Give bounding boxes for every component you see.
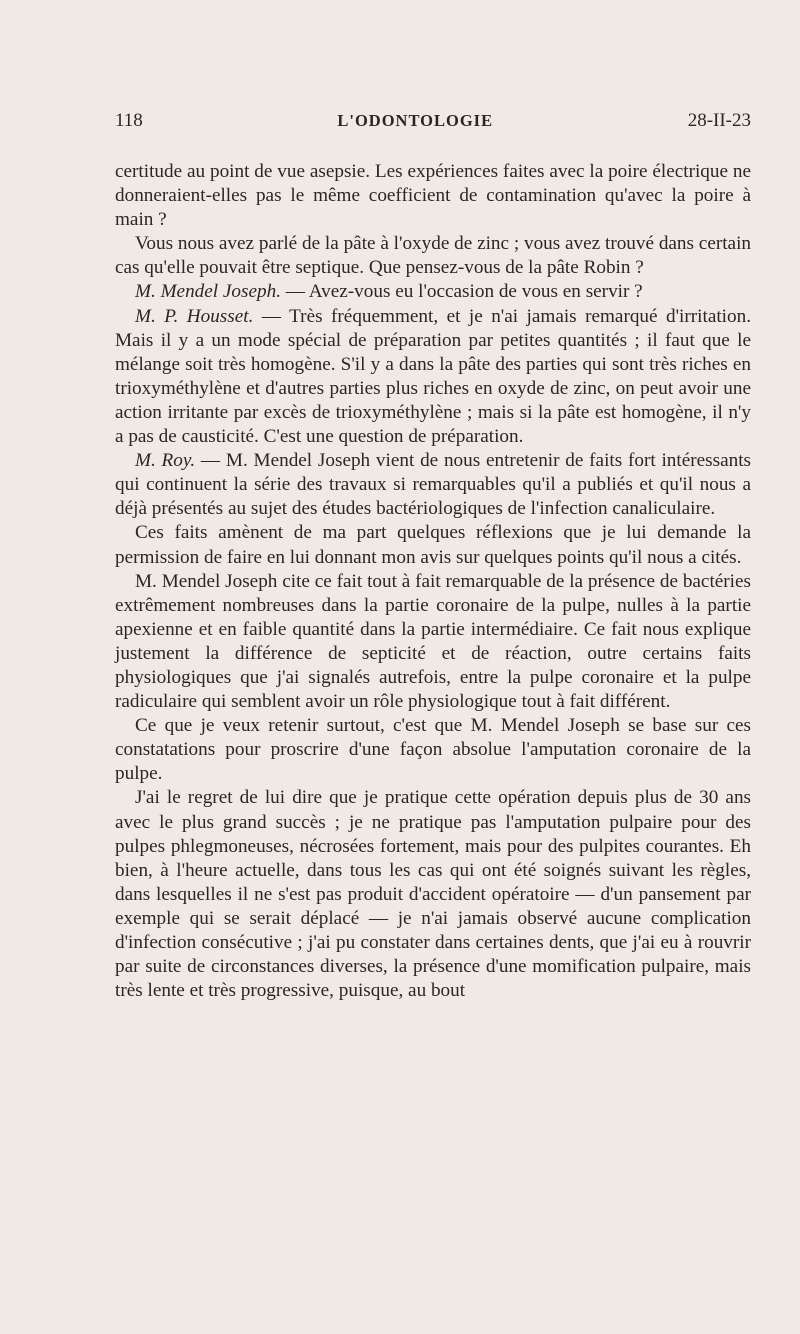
paragraph-text: J'ai le regret de lui dire que je pratique cette opération depuis plus de 30 ans avec le plus grand succès ; je ne pratique pas l'amputation pulpaire pour des pulpes phlegmoneuses, nécrosées fortement, mais pour des pulpites courantes. Eh bien, à l'heure actuelle, dans tous les cas qui ont été soignés suivant les règles, dans lesquelles il ne s'est pas produit d'accident opératoire — d'un pansement par exemple qui se serait déplacé — je n'ai jamais observé aucune complication d'infection consécutive ; j'ai pu constater dans certaines dents, que j'ai eu à rouvrir par suite de circonstances diverses, la présence d'une momification pulpaire, mais très lente et très progressive, puisque, au bout	[115, 787, 751, 1002]
paragraph-text: — Très fréquemment, et je n'ai jamais remarqué d'irritation. Mais il y a un mode spécial de préparation par petites quantités ; il faut que le mélange soit très homogène. S'il y a dans la pâte des parties qui sont très riches en trioxyméthylène et d'autres parties plus riches en oxyde de zinc, on peut avoir une action irritante par excès de trioxyméthylène ; mais si la pâte est homogène, il n'y a pas de causticité. C'est une question de préparation.	[115, 305, 751, 448]
paragraph	[115, 305, 751, 450]
page-number: 118	[115, 110, 143, 131]
paragraph-text: Vous nous avez parlé de la pâte à l'oxyde de zinc ; vous avez trouvé dans certain cas qu'elle pouvait être septique. Que pensez-vous de la pâte Robin ?	[115, 233, 751, 279]
journal-title: L'ODONTOLOGIE	[337, 111, 494, 130]
paragraph	[115, 280, 751, 304]
issue-date: 28-II-23	[687, 110, 751, 131]
paragraph	[115, 449, 751, 521]
paragraph	[115, 160, 751, 232]
paragraph-text: — Avez-vous eu l'occasion de vous en servir ?	[281, 281, 643, 303]
document-page	[115, 110, 751, 1003]
paragraph-text: M. Mendel Joseph cite ce fait tout à fait remarquable de la présence de bactéries extrêmement nombreuses dans la partie coronaire de la pulpe, nulles à la partie apexienne et en faible quantité dans la partie intermédiaire. Ce fait nous explique justement la différence de septicité et de réaction, outre certains faits physiologiques que j'ai signalés autrefois, entre la pulpe coronaire et la pulpe radiculaire qui semblent avoir un rôle physiologique tout à fait différent.	[115, 570, 751, 713]
page-header	[115, 110, 751, 138]
paragraph-text: certitude au point de vue asepsie. Les expériences faites avec la poire électrique ne donneraient-elles pas le même coefficient de contamination qu'avec la poire à main ?	[115, 161, 751, 231]
paragraph	[115, 232, 751, 280]
paragraph-text: Ce que je veux retenir surtout, c'est que M. Mendel Joseph se base sur ces constatations pour proscrire d'une façon absolue l'amputation coronaire de la pulpe.	[115, 715, 751, 785]
speaker-name: M. Roy.	[135, 450, 196, 472]
paragraph	[115, 786, 751, 1003]
paragraph	[115, 570, 751, 715]
speaker-name: M. P. Housset.	[135, 305, 254, 327]
speaker-name: M. Mendel Joseph.	[135, 281, 281, 303]
paragraph-text: Ces faits amènent de ma part quelques réflexions que je lui demande la permission de faire en lui donnant mon avis sur quelques points qu'il nous a cités.	[115, 522, 751, 568]
paragraph-text: — M. Mendel Joseph vient de nous entretenir de faits fort intéressants qui continuent la série des travaux si remarquables qu'il a publiés et qu'il nous a déjà présentés au sujet des études bactériologiques de l'infection canaliculaire.	[115, 450, 751, 520]
paragraph	[115, 521, 751, 569]
body-text	[115, 160, 751, 1003]
paragraph	[115, 714, 751, 786]
